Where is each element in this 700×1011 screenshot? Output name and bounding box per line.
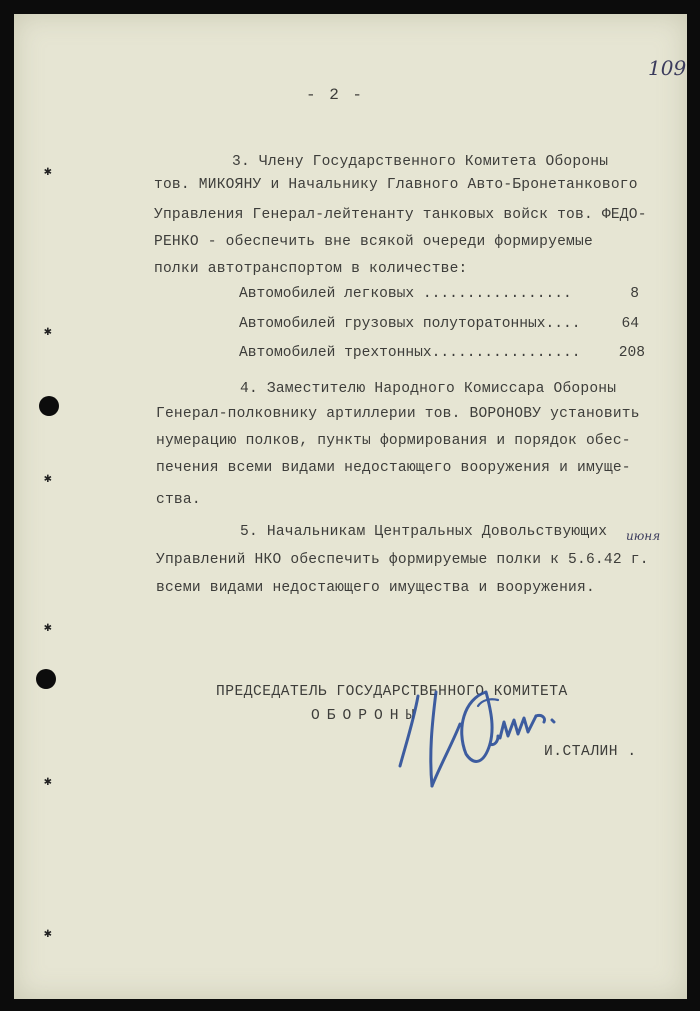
handwritten-correction: июня: [626, 529, 661, 543]
binding-mark: ✱: [44, 164, 52, 179]
item5-line-1: 5. Начальникам Центральных Довольствующих: [240, 524, 608, 540]
signatory-title-line-2: ОБОРОНЫ: [311, 708, 422, 724]
quantity-label: Автомобилей грузовых полуторатонных....: [239, 316, 581, 332]
binding-mark: ✱: [44, 926, 52, 941]
scan-border-right: [687, 0, 700, 1011]
page-number: - 2 -: [306, 86, 365, 104]
binding-mark: ✱: [44, 324, 52, 339]
item4-line-4: печения всеми видами недостающего вооружения и имуще-: [156, 460, 631, 476]
item4-line-5: ства.: [156, 492, 201, 508]
item5-line-2: Управлений НКО обеспечить формируемые полки к 5.6.42 г.: [156, 552, 649, 568]
punch-hole: [39, 396, 59, 416]
punch-hole: [36, 669, 56, 689]
quantity-value: 64: [621, 316, 639, 332]
item4-line-2: Генерал-полковнику артиллерии тов. ВОРОНОВУ установить: [156, 406, 640, 422]
signature-image: [394, 674, 624, 814]
document-page: [14, 14, 687, 999]
item4-line-3: нумерацию полков, пункты формирования и порядок обес-: [156, 433, 631, 449]
quantity-label: Автомобилей трехтонных.................: [239, 345, 581, 361]
item3-line-3: Управления Генерал-лейтенанту танковых войск тов. ФЕДО-: [154, 207, 647, 223]
quantity-value: 8: [630, 286, 639, 302]
binding-mark: ✱: [44, 620, 52, 635]
item3-line-1: 3. Члену Государственного Комитета Обороны: [232, 154, 609, 170]
signatory-title: ПРЕДСЕДАТЕЛЬ ГОСУДАРСТВЕННОГО КОМИТЕТА: [216, 684, 568, 700]
binding-mark: ✱: [44, 774, 52, 789]
archive-page-number: 109: [648, 56, 687, 80]
item3-line-5: полки автотранспортом в количестве:: [154, 261, 468, 277]
signatory-name: И.СТАЛИН .: [544, 744, 637, 760]
item3-line-2: тов. МИКОЯНУ и Начальнику Главного Авто-Бронетанкового: [154, 177, 638, 193]
quantity-value: 208: [618, 345, 645, 361]
item5-line-3: всеми видами недостающего имущества и вооружения.: [156, 580, 595, 596]
binding-mark: ✱: [44, 471, 52, 486]
item4-line-1: 4. Заместителю Народного Комиссара Обороны: [240, 381, 617, 397]
quantity-label: Автомобилей легковых .................: [239, 286, 572, 302]
scan-border-bottom: [0, 999, 700, 1011]
item3-line-4: РЕНКО - обеспечить вне всякой очереди формируемые: [154, 234, 593, 250]
